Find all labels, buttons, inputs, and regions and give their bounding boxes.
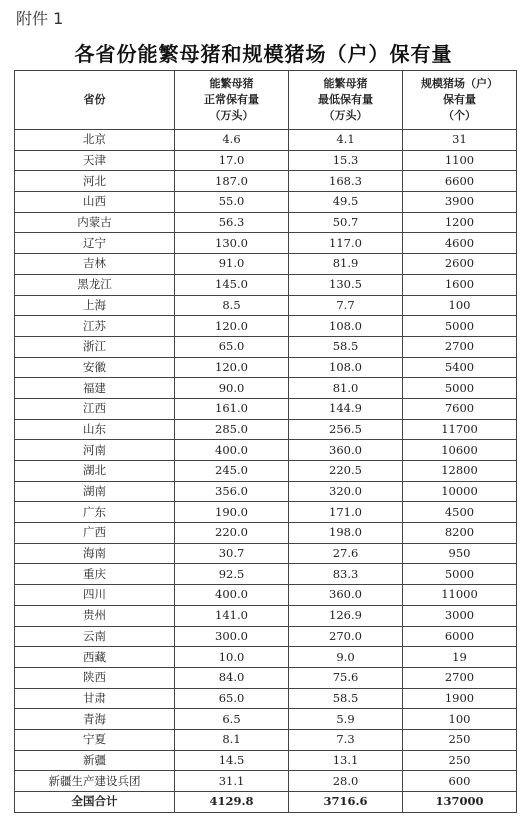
farm-count-cell: 6600 — [403, 171, 517, 192]
farm-count-cell: 1600 — [403, 274, 517, 295]
table-row — [15, 461, 517, 482]
province-cell: 江西 — [15, 398, 175, 419]
farm-count-cell: 600 — [403, 771, 517, 792]
header-farm-count — [403, 71, 517, 130]
table-row — [15, 150, 517, 171]
minimum-stock-cell: 15.3 — [289, 150, 403, 171]
minimum-stock-cell: 28.0 — [289, 771, 403, 792]
province-cell: 四川 — [15, 585, 175, 606]
province-cell: 海南 — [15, 543, 175, 564]
province-cell: 上海 — [15, 295, 175, 316]
table-row — [15, 295, 517, 316]
province-cell: 西藏 — [15, 647, 175, 668]
farm-count-cell: 11700 — [403, 419, 517, 440]
table-row — [15, 233, 517, 254]
minimum-stock-cell: 7.7 — [289, 295, 403, 316]
minimum-stock-cell: 58.5 — [289, 688, 403, 709]
table-row — [15, 502, 517, 523]
normal-stock-cell: 220.0 — [175, 523, 289, 544]
table-row — [15, 336, 517, 357]
minimum-stock-cell: 360.0 — [289, 440, 403, 461]
table-row — [15, 771, 517, 792]
farm-count-cell: 250 — [403, 750, 517, 771]
province-cell: 陕西 — [15, 667, 175, 688]
province-cell: 山东 — [15, 419, 175, 440]
header-min-line2: 最低保有量 — [318, 93, 373, 106]
farm-count-cell: 2700 — [403, 336, 517, 357]
table-row — [15, 605, 517, 626]
total-province-cell: 全国合计 — [15, 792, 175, 813]
farm-count-cell: 19 — [403, 647, 517, 668]
farm-count-cell: 1100 — [403, 150, 517, 171]
normal-stock-cell: 4.6 — [175, 130, 289, 151]
normal-stock-cell: 187.0 — [175, 171, 289, 192]
normal-stock-cell: 190.0 — [175, 502, 289, 523]
minimum-stock-cell: 58.5 — [289, 336, 403, 357]
header-normal-line1: 能繁母猪 — [209, 77, 254, 90]
minimum-stock-cell: 5.9 — [289, 709, 403, 730]
province-cell: 辽宁 — [15, 233, 175, 254]
minimum-stock-cell: 171.0 — [289, 502, 403, 523]
farm-count-cell: 4600 — [403, 233, 517, 254]
province-cell: 青海 — [15, 709, 175, 730]
farm-count-cell: 250 — [403, 729, 517, 750]
farm-count-cell: 100 — [403, 295, 517, 316]
minimum-stock-cell: 320.0 — [289, 481, 403, 502]
table-row — [15, 171, 517, 192]
province-cell: 广西 — [15, 523, 175, 544]
table-row — [15, 192, 517, 213]
header-farm-line1: 规模猪场（户） — [421, 77, 498, 90]
normal-stock-cell: 400.0 — [175, 585, 289, 606]
normal-stock-cell: 8.1 — [175, 729, 289, 750]
normal-stock-cell: 120.0 — [175, 357, 289, 378]
minimum-stock-cell: 256.5 — [289, 419, 403, 440]
province-cell: 江苏 — [15, 316, 175, 337]
minimum-stock-cell: 27.6 — [289, 543, 403, 564]
normal-stock-cell: 55.0 — [175, 192, 289, 213]
farm-count-cell: 5000 — [403, 378, 517, 399]
normal-stock-cell: 8.5 — [175, 295, 289, 316]
normal-stock-cell: 400.0 — [175, 440, 289, 461]
table-row — [15, 378, 517, 399]
minimum-stock-cell: 117.0 — [289, 233, 403, 254]
province-cell: 北京 — [15, 130, 175, 151]
province-cell: 新疆 — [15, 750, 175, 771]
farm-count-cell: 1900 — [403, 688, 517, 709]
minimum-stock-cell: 198.0 — [289, 523, 403, 544]
farm-count-cell: 12800 — [403, 461, 517, 482]
header-minimum-stock — [289, 71, 403, 130]
farm-count-cell: 5000 — [403, 564, 517, 585]
minimum-stock-cell: 220.5 — [289, 461, 403, 482]
minimum-stock-cell: 360.0 — [289, 585, 403, 606]
table-row — [15, 523, 517, 544]
province-cell: 广东 — [15, 502, 175, 523]
province-cell: 山西 — [15, 192, 175, 213]
farm-count-cell: 31 — [403, 130, 517, 151]
table-row — [15, 626, 517, 647]
total-row — [15, 792, 517, 813]
normal-stock-cell: 245.0 — [175, 461, 289, 482]
normal-stock-cell: 56.3 — [175, 212, 289, 233]
minimum-stock-cell: 168.3 — [289, 171, 403, 192]
minimum-stock-cell: 75.6 — [289, 667, 403, 688]
farm-count-cell: 11000 — [403, 585, 517, 606]
province-cell: 湖北 — [15, 461, 175, 482]
minimum-stock-cell: 130.5 — [289, 274, 403, 295]
header-farm-line3: （个） — [443, 109, 476, 122]
minimum-stock-cell: 83.3 — [289, 564, 403, 585]
minimum-stock-cell: 49.5 — [289, 192, 403, 213]
table-row — [15, 274, 517, 295]
table-row — [15, 316, 517, 337]
header-row — [15, 71, 517, 130]
normal-stock-cell: 356.0 — [175, 481, 289, 502]
minimum-stock-cell: 81.9 — [289, 254, 403, 275]
table-row — [15, 667, 517, 688]
farm-count-cell: 5000 — [403, 316, 517, 337]
farm-count-cell: 3000 — [403, 605, 517, 626]
table-row — [15, 440, 517, 461]
total-normal-stock-cell: 4129.8 — [175, 792, 289, 813]
normal-stock-cell: 130.0 — [175, 233, 289, 254]
table-row — [15, 688, 517, 709]
province-cell: 新疆生产建设兵团 — [15, 771, 175, 792]
table-row — [15, 709, 517, 730]
minimum-stock-cell: 126.9 — [289, 605, 403, 626]
data-table — [14, 70, 517, 813]
normal-stock-cell: 300.0 — [175, 626, 289, 647]
province-cell: 天津 — [15, 150, 175, 171]
header-min-line1: 能繁母猪 — [323, 77, 368, 90]
farm-count-cell: 100 — [403, 709, 517, 730]
total-farm-count-cell: 137000 — [403, 792, 517, 813]
header-min-line3: （万头） — [323, 109, 368, 122]
header-normal-line2: 正常保有量 — [204, 93, 259, 106]
minimum-stock-cell: 9.0 — [289, 647, 403, 668]
table-row — [15, 357, 517, 378]
province-cell: 吉林 — [15, 254, 175, 275]
normal-stock-cell: 6.5 — [175, 709, 289, 730]
table-row — [15, 130, 517, 151]
table-row — [15, 419, 517, 440]
normal-stock-cell: 92.5 — [175, 564, 289, 585]
farm-count-cell: 950 — [403, 543, 517, 564]
header-normal-stock — [175, 71, 289, 130]
farm-count-cell: 10600 — [403, 440, 517, 461]
normal-stock-cell: 285.0 — [175, 419, 289, 440]
province-cell: 浙江 — [15, 336, 175, 357]
minimum-stock-cell: 4.1 — [289, 130, 403, 151]
minimum-stock-cell: 13.1 — [289, 750, 403, 771]
minimum-stock-cell: 270.0 — [289, 626, 403, 647]
table-row — [15, 398, 517, 419]
header-province: 省份 — [15, 71, 175, 130]
minimum-stock-cell: 108.0 — [289, 357, 403, 378]
normal-stock-cell: 30.7 — [175, 543, 289, 564]
table-row — [15, 564, 517, 585]
minimum-stock-cell: 50.7 — [289, 212, 403, 233]
table-body — [15, 130, 517, 813]
province-cell: 甘肃 — [15, 688, 175, 709]
minimum-stock-cell: 81.0 — [289, 378, 403, 399]
normal-stock-cell: 145.0 — [175, 274, 289, 295]
farm-count-cell: 5400 — [403, 357, 517, 378]
attachment-label: 附件 1 — [16, 9, 64, 28]
farm-count-cell: 6000 — [403, 626, 517, 647]
province-cell: 宁夏 — [15, 729, 175, 750]
normal-stock-cell: 161.0 — [175, 398, 289, 419]
province-cell: 黑龙江 — [15, 274, 175, 295]
table-row — [15, 729, 517, 750]
province-cell: 安徽 — [15, 357, 175, 378]
normal-stock-cell: 17.0 — [175, 150, 289, 171]
normal-stock-cell: 141.0 — [175, 605, 289, 626]
normal-stock-cell: 65.0 — [175, 688, 289, 709]
province-cell: 云南 — [15, 626, 175, 647]
province-cell: 河北 — [15, 171, 175, 192]
province-cell: 贵州 — [15, 605, 175, 626]
normal-stock-cell: 10.0 — [175, 647, 289, 668]
normal-stock-cell: 91.0 — [175, 254, 289, 275]
farm-count-cell: 4500 — [403, 502, 517, 523]
normal-stock-cell: 84.0 — [175, 667, 289, 688]
table-row — [15, 212, 517, 233]
document-title: 各省份能繁母猪和规模猪场（户）保有量 — [74, 42, 453, 66]
farm-count-cell: 7600 — [403, 398, 517, 419]
farm-count-cell: 2700 — [403, 667, 517, 688]
province-cell: 福建 — [15, 378, 175, 399]
header-normal-line3: （万头） — [209, 109, 254, 122]
table-row — [15, 481, 517, 502]
normal-stock-cell: 90.0 — [175, 378, 289, 399]
minimum-stock-cell: 144.9 — [289, 398, 403, 419]
normal-stock-cell: 31.1 — [175, 771, 289, 792]
table-row — [15, 585, 517, 606]
table-row — [15, 543, 517, 564]
normal-stock-cell: 120.0 — [175, 316, 289, 337]
province-cell: 重庆 — [15, 564, 175, 585]
farm-count-cell: 3900 — [403, 192, 517, 213]
table-row — [15, 254, 517, 275]
header-farm-line2: 保有量 — [443, 93, 476, 106]
farm-count-cell: 8200 — [403, 523, 517, 544]
table-row — [15, 750, 517, 771]
farm-count-cell: 1200 — [403, 212, 517, 233]
total-minimum-stock-cell: 3716.6 — [289, 792, 403, 813]
province-cell: 河南 — [15, 440, 175, 461]
province-cell: 湖南 — [15, 481, 175, 502]
farm-count-cell: 10000 — [403, 481, 517, 502]
normal-stock-cell: 14.5 — [175, 750, 289, 771]
minimum-stock-cell: 108.0 — [289, 316, 403, 337]
minimum-stock-cell: 7.3 — [289, 729, 403, 750]
farm-count-cell: 2600 — [403, 254, 517, 275]
table-row — [15, 647, 517, 668]
normal-stock-cell: 65.0 — [175, 336, 289, 357]
province-cell: 内蒙古 — [15, 212, 175, 233]
